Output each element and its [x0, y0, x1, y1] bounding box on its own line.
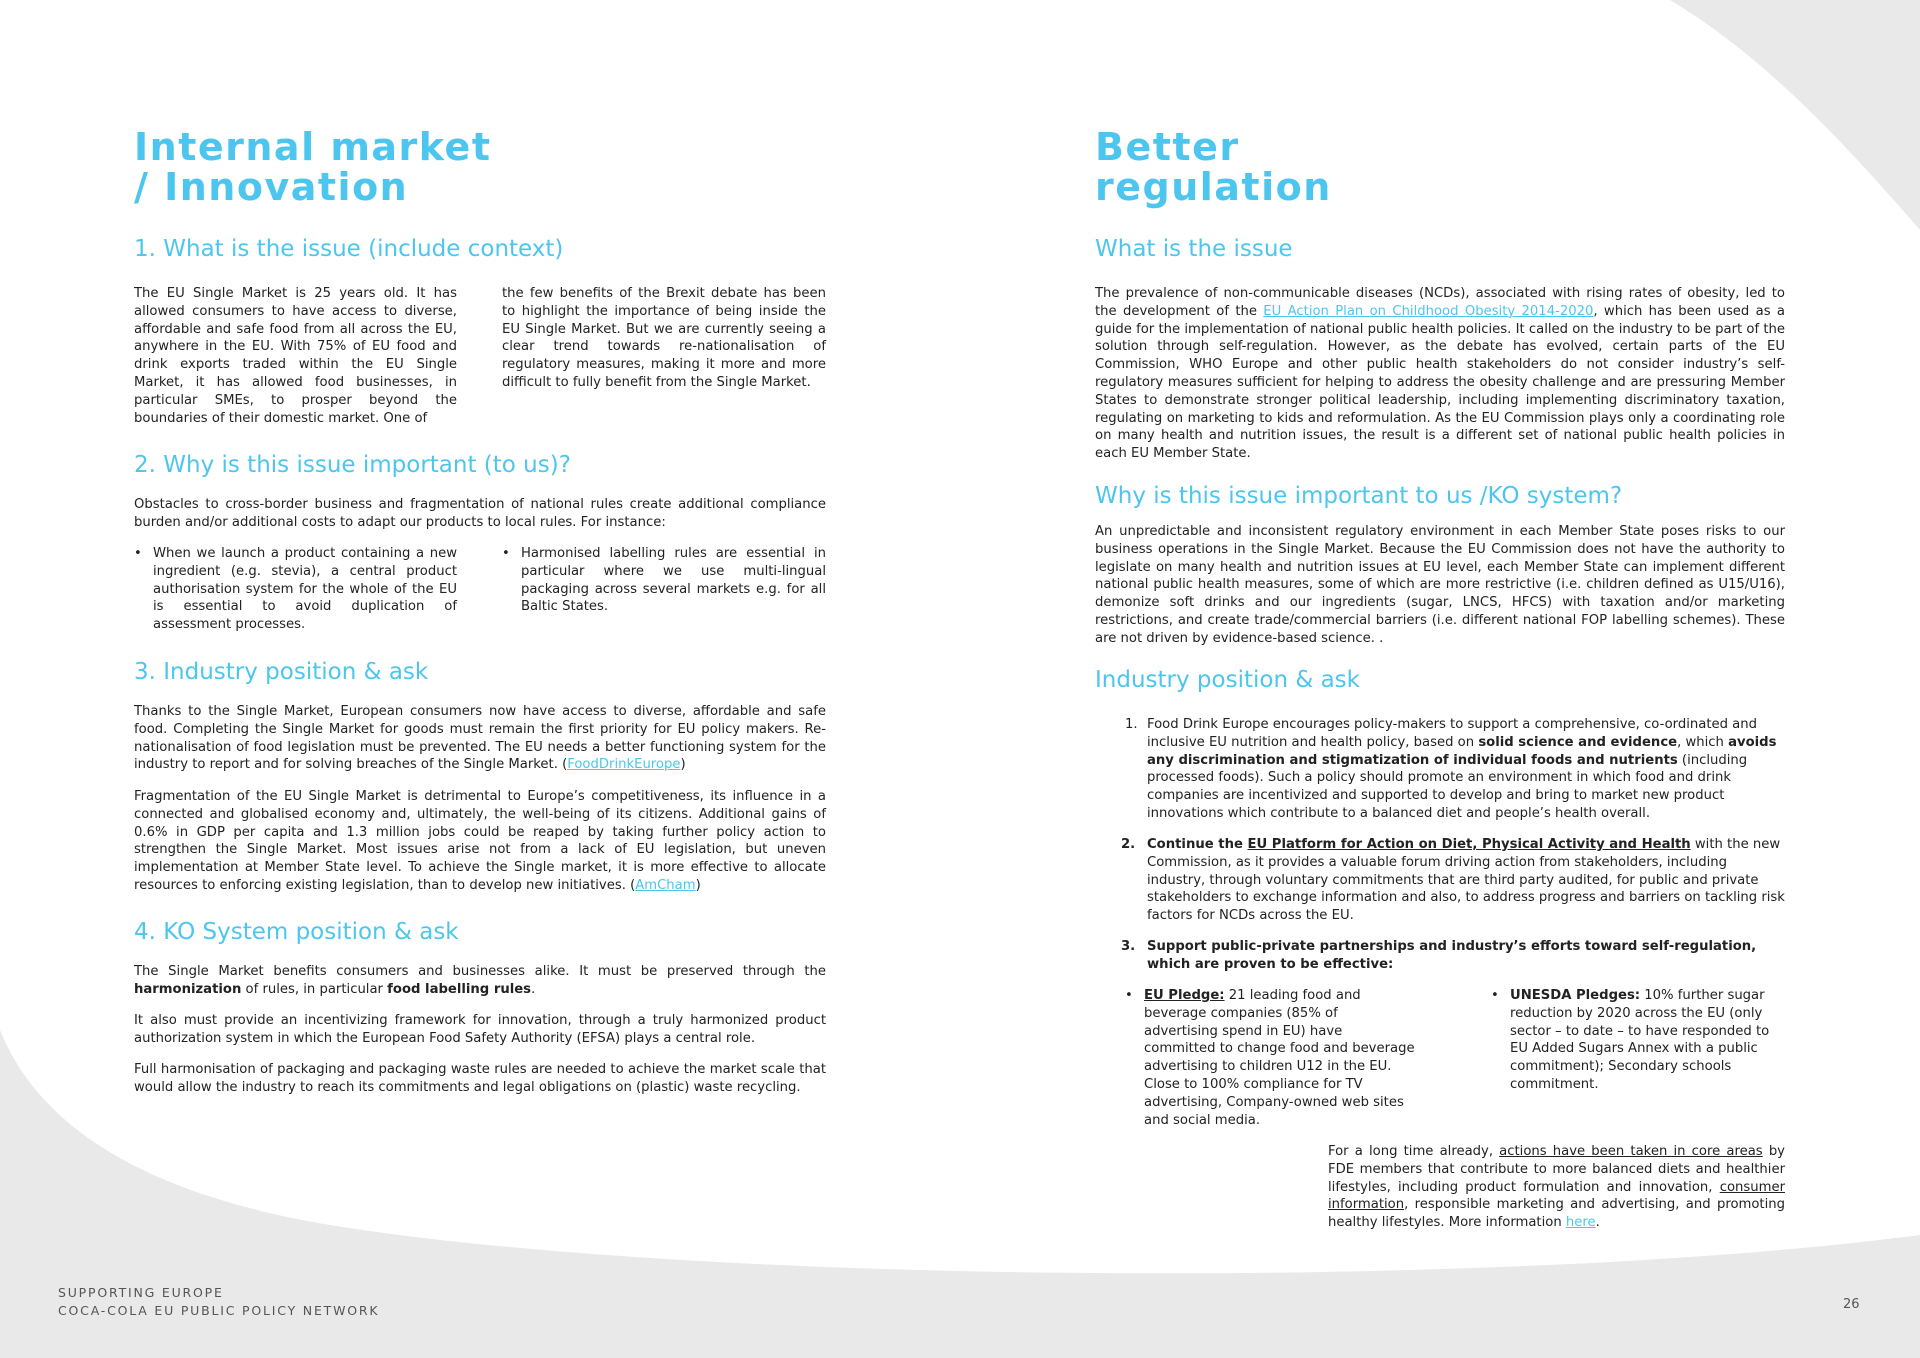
importance-list-right — [502, 545, 826, 616]
left-page-title — [134, 127, 734, 207]
pledge-list-left — [1125, 987, 1415, 1129]
industry-paragraph-2: Fragmentation of the EU Single Market is detrimental to Europe’s competitiveness, its influence in a connected and globalised economy and, ultimately, the well-being of its citizens. Additional gains of 0.6% in GDP per capita and 1.3 million jobs could be reaped by taking further policy action to strengthen the Single Market. Most issues arise not from a lack of EU legislation, but uneven implementation at Member State level. To achieve the Single market, it is more effective to allocate resources to enforcing existing legislation, than to develop new initiatives. (AmCham) — [134, 789, 826, 893]
importance-intro: Obstacles to cross-border business and fragmentation of national rules create additional compliance burden and/or additional costs to adapt our products to local rules. For instance: — [134, 497, 826, 530]
importance-list-left — [134, 545, 457, 634]
list-item: 1. Food Drink Europe encourages policy-makers to support a comprehensive, co-ordinated and inclusive EU nutrition and health policy, based on solid science and evidence, which avoids any discrimination and stigmatization of individual foods and nutrients (including processed foods). Such a policy should promote an environment in which food and drink companies are incentivized and supported to develop and bring to market new product innovations which contribute to a balanced diet and people’s health overall. — [1125, 717, 1777, 821]
list-item: • EU Pledge: 21 leading food and beverage companies (85% of advertising spend in EU) have committed to change food and beverage advertising to children U12 in the EU. Close to 100% compliance for TV advertising, Company-owned web sites and social media. — [1125, 987, 1415, 1129]
footer — [58, 1284, 379, 1320]
section-heading-what-issue: What is the issue — [1095, 236, 1293, 262]
section-heading-industry-position: Industry position & ask — [1095, 667, 1360, 693]
what-issue-paragraph: The prevalence of non-communicable diseases (NCDs), associated with rising rates of obesity, led to the development of the EU Action Plan on Childhood Obesity 2014-2020, which has been used as a guide for the implementation of national public health policies. It called on the industry to be part of the solution through self-regulation. However, as the debate has evolved, certain parts of the EU Commission, WHO Europe and other public health stakeholders do not consider industry’s self-regulatory measures sufficient for helping to address the obesity challenge and are pressuring Member States to demonstrate stronger political leadership, including implementing discriminatory taxation, regulating on marketing to kids and reformulation. As the EU Commission plays only a coordinating role on many health and nutrition issues, the result is a different set of national public health policies in each EU Member State. — [1095, 286, 1785, 462]
section-heading-importance: 2. Why is this issue important (to us)? — [134, 452, 571, 478]
left-title-line2: / Innovation — [134, 165, 409, 209]
consumer-information-link[interactable]: consumer information — [1328, 1179, 1785, 1213]
right-title-line2: regulation — [1095, 165, 1332, 209]
eu-pledge-link[interactable]: EU Pledge: — [1144, 988, 1225, 1003]
footer-line-1: SUPPORTING EUROPE — [58, 1285, 224, 1300]
amcham-link[interactable]: AmCham — [635, 877, 696, 893]
section-heading-why-important: Why is this issue important to us /KO system? — [1095, 483, 1623, 509]
ko-paragraph-2: It also must provide an incentivizing framework for innovation, through a truly harmonized product authorization system in which the European Food Safety Authority (EFSA) plays a central role. — [134, 1013, 826, 1046]
footer-line-2: COCA-COLA EU PUBLIC POLICY NETWORK — [58, 1303, 380, 1318]
list-item: 2. Continue the EU Platform for Action on Diet, Physical Activity and Health with the new Commission, as it provides a valuable forum driving action from stakeholders, including industry, through voluntary commitments that are third party audited, for public and private stakeholders to exchange information and also, to address progress and barriers on tackling risk factors for NCDs across the EU. — [1121, 837, 1785, 924]
list-item: • UNESDA Pledges: 10% further sugar reduction by 2020 across the EU (only sector – to date – to have responded to EU Added Sugars Annex with a public commitment); Secondary schools commitment. — [1491, 987, 1785, 1094]
here-link[interactable]: here — [1565, 1215, 1596, 1231]
industry-position-list — [1125, 716, 1785, 823]
fooddrinkeurope-link[interactable]: FoodDrinkEurope — [567, 757, 681, 773]
industry-paragraph-1: Thanks to the Single Market, European consumers now have access to diverse, affordable and safe food. Completing the Single Market for goods must remain the first priority for EU policy makers. Re-nationalisation of food legislation must be prevented. The EU needs a better functioning system for the industry to report and for solving breaches of the Single Market. (FoodDrinkEurope) — [134, 704, 826, 773]
list-item: • Harmonised labelling rules are essential in particular where we use multi-lingual packaging across several markets e.g. for all Baltic States. — [502, 545, 826, 616]
right-title-line1: Better — [1095, 125, 1240, 169]
ko-paragraph-3: Full harmonisation of packaging and packaging waste rules are needed to achieve the market scale that would allow the industry to reach its commitments and legal obligations on (plastic) waste recycling. — [134, 1062, 826, 1095]
section-heading-issue: 1. What is the issue (include context) — [134, 236, 564, 262]
pledge-list-right — [1491, 987, 1785, 1094]
issue-text-col1: The EU Single Market is 25 years old. It has allowed consumers to have access to diverse, affordable and safe food from all across the EU, anywhere in the EU. With 75% of EU food and drink exports traded within the EU Single Market, it has allowed food businesses, in particular SMEs, to prosper beyond the boundaries of their domestic market. One of — [134, 286, 457, 426]
eu-platform-link[interactable]: EU Platform for Action on Diet, Physical Activity and Health — [1247, 837, 1691, 852]
actions-taken-link[interactable]: actions have been taken in core areas — [1499, 1144, 1763, 1159]
closing-paragraph: For a long time already, actions have been taken in core areas by FDE members that contribute to more balanced diets and healthier lifestyles, including product formulation and innovation, consumer information, responsible marketing and advertising, and promoting healthy lifestyles. More information here. — [1328, 1144, 1785, 1231]
industry-position-list-2 — [1121, 836, 1785, 925]
industry-position-list-3 — [1121, 938, 1785, 974]
left-title-line1: Internal market — [134, 125, 492, 169]
ko-paragraph-1: The Single Market benefits consumers and businesses alike. It must be preserved through the harmonization of rules, in particular food labelling rules. — [134, 964, 826, 997]
list-item: • When we launch a product containing a new ingredient (e.g. stevia), a central product authorisation system for the whole of the EU is essential to avoid duplication of assessment processes. — [134, 545, 457, 634]
section-heading-ko-system: 4. KO System position & ask — [134, 919, 459, 945]
why-important-paragraph: An unpredictable and inconsistent regulatory environment in each Member State poses risks to our business operations in the Single Market. Because the EU Commission does not have the authority to legislate on many health and nutrition issues at EU level, each Member State can implement different national public health measures, some of which are more restrictive (i.e. children defined as U15/U16), demonize soft drinks and our ingredients (sugar, LNCS, HFCS) with taxation and/or marketing restrictions, and create trade/commercial barriers (i.e. different national FOP labelling schemes). These are not driven by evidence-based science. . — [1095, 524, 1785, 646]
issue-text-col2: the few benefits of the Brexit debate has been to highlight the importance of being inside the EU Single Market. But we are currently seeing a clear trend towards re-nationalisation of regulatory measures, making it more and more difficult to fully benefit from the Single Market. — [502, 286, 826, 390]
eu-action-plan-link[interactable]: EU Action Plan on Childhood Obesity 2014-2020 — [1263, 303, 1594, 319]
list-item: 3. Support public-private partnerships and industry’s efforts toward self-regulation, which are proven to be effective: — [1121, 939, 1757, 972]
page-number: 26 — [1843, 1297, 1860, 1312]
section-heading-industry: 3. Industry position & ask — [134, 659, 429, 685]
right-page-title — [1095, 127, 1695, 207]
